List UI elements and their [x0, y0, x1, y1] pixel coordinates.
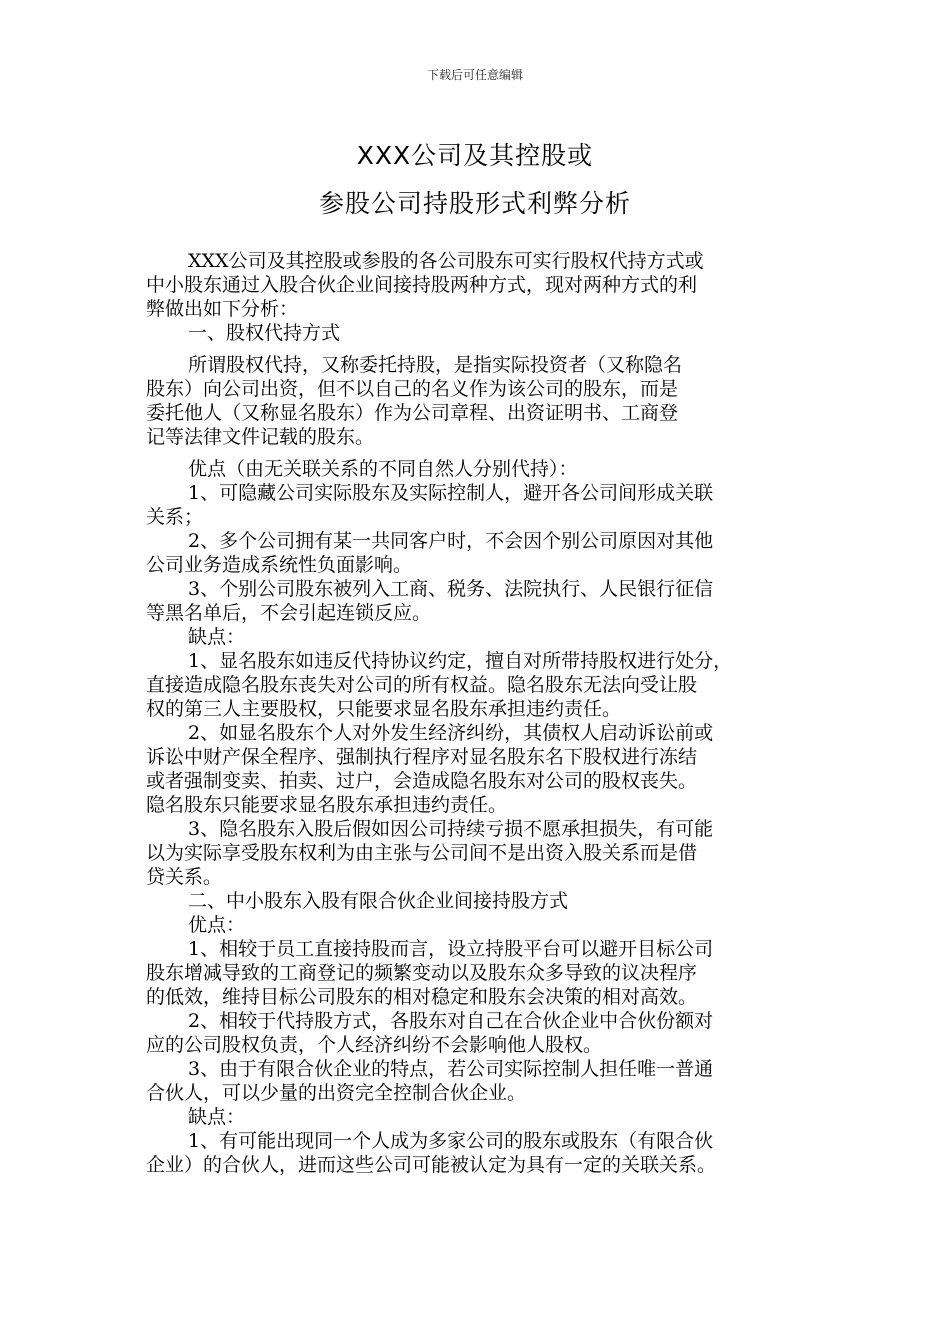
section-2-cons-heading: 缺点： [188, 1106, 246, 1128]
page-header: 下载后可任意编辑 [426, 68, 523, 82]
document-title-line-1: XXX公司及其控股或 [356, 141, 594, 170]
list-item: 3、个别公司股东被列入工商、税务、法院执行、人民银行征信 [188, 578, 714, 600]
text-line: 合伙人，可以少量的出资完全控制合伙企业。 [146, 1082, 527, 1104]
section-1-heading: 一、股权代持方式 [188, 322, 341, 344]
document-body [146, 249, 818, 1177]
text-line: 直接造成隐名股东丧失对公司的所有权益。隐名股东无法向受让股 [146, 674, 698, 696]
list-item: 2、如显名股东个人对外发生经济纠纷，其债权人启动诉讼前或 [188, 722, 714, 744]
section-1-pros-heading: 优点（由无关联关系的不同自然人分别代持）： [188, 458, 578, 480]
text-line: 股东）向公司出资，但不以自己的名义作为该公司的股东，而是 [146, 378, 679, 400]
intro-paragraph [146, 249, 818, 321]
section-2-cons-list [146, 1129, 818, 1177]
text-line: 诉讼中财产保全程序、强制执行程序对显名股东名下股权进行冻结 [146, 746, 698, 768]
text-line: 公司业务造成系统性负面影响。 [146, 554, 413, 576]
text-line: 委托他人（又称显名股东）作为公司章程、出资证明书、工商登 [146, 402, 679, 424]
section-1-cons-heading: 缺点： [188, 626, 246, 648]
list-item: 1、可隐藏公司实际股东及实际控制人，避开各公司间形成关联 [188, 482, 714, 504]
text-line: 或者强制变卖、拍卖、过户，会造成隐名股东对公司的股权丧失。 [146, 770, 698, 792]
text-line: 等黑名单后，不会引起连锁反应。 [146, 602, 432, 624]
text-line: 关系； [146, 506, 204, 528]
section-2-pros-list [146, 937, 818, 1105]
text-line: 股东增减导致的工商登记的频繁变动以及股东众多导致的议决程序 [146, 962, 698, 984]
text-line: 隐名股东只能要求显名股东承担违约责任。 [146, 794, 508, 816]
list-item: 1、显名股东如违反代持协议约定，擅自对所带持股权进行处分， [188, 650, 733, 672]
section-2-pros-heading: 优点： [188, 914, 246, 936]
section-1-cons-list [146, 649, 818, 889]
text-line: XXX公司及其控股或参股的各公司股东可实行股权代持方式或 [188, 250, 704, 272]
text-line: 所谓股权代持，又称委托持股，是指实际投资者（又称隐名 [188, 354, 683, 376]
text-line: 的低效，维持目标公司股东的相对稳定和股东会决策的相对高效。 [146, 986, 698, 1008]
text-line: 中小股东通过入股合伙企业间接持股两种方式，现对两种方式的利 [146, 274, 698, 296]
section-2-heading: 二、中小股东入股有限合伙企业间接持股方式 [188, 890, 569, 912]
list-item: 2、多个公司拥有某一共同客户时，不会因个别公司原因对其他 [188, 530, 714, 552]
text-line: 以为实际享受股东权利为由主张与公司间不是出资入股关系而是借 [146, 842, 698, 864]
section-1-definition [146, 353, 818, 449]
document-title-line-2: 参股公司持股形式利弊分析 [318, 189, 631, 218]
list-item: 1、相较于员工直接持股而言，设立持股平台可以避开目标公司 [188, 938, 714, 960]
text-line: 贷关系。 [146, 866, 223, 888]
text-line: 企业）的合伙人，进而这些公司可能被认定为具有一定的关联关系。 [146, 1154, 717, 1176]
text-line: 应的公司股权负责，个人经济纠纷不会影响他人股权。 [146, 1034, 603, 1056]
list-item: 1、有可能出现同一个人成为多家公司的股东或股东（有限合伙 [188, 1130, 714, 1152]
text-line: 权的第三人主要股权，只能要求显名股东承担违约责任。 [146, 698, 622, 720]
text-line: 弊做出如下分析： [146, 298, 299, 320]
text-line: 记等法律文件记载的股东。 [146, 426, 375, 448]
section-1-pros-list [146, 481, 818, 625]
list-item: 3、由于有限合伙企业的特点，若公司实际控制人担任唯一普通 [188, 1058, 714, 1080]
list-item: 3、隐名股东入股后假如因公司持续亏损不愿承担损失，有可能 [188, 818, 714, 840]
list-item: 2、相较于代持股方式，各股东对自己在合伙企业中合伙份额对 [188, 1010, 714, 1032]
